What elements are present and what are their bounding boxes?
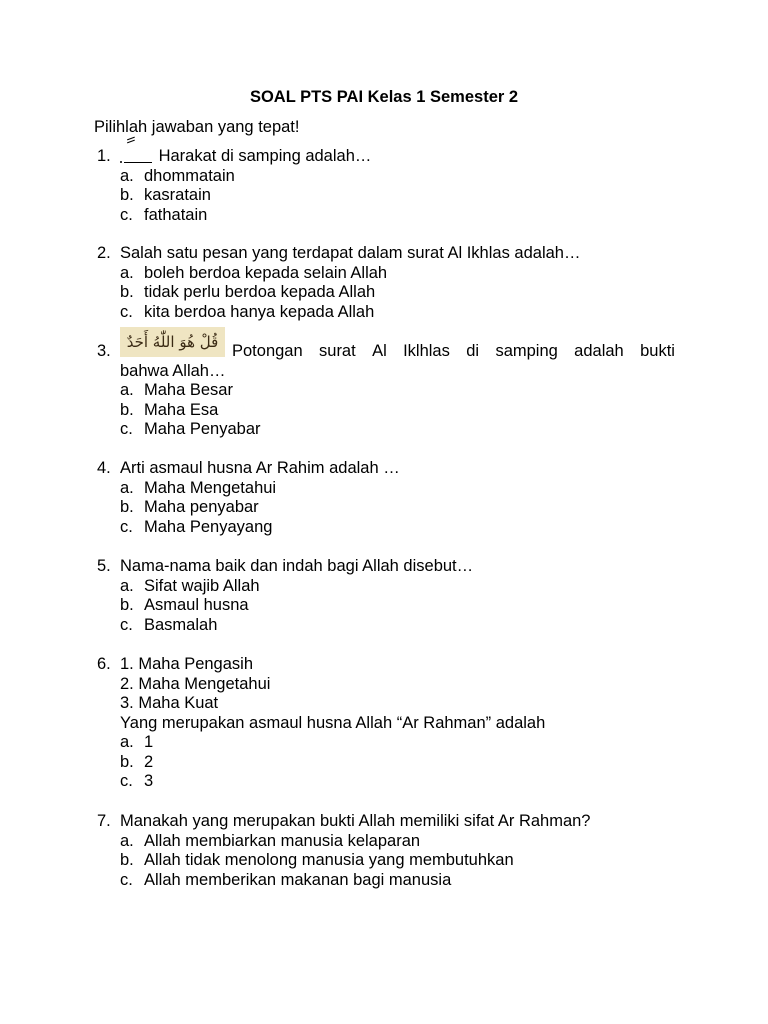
question-number: 6.: [97, 655, 111, 673]
option-c[interactable]: c. kita berdoa hanya kepada Allah: [120, 302, 375, 321]
question-text: Potongan surat Al Iklhlas di samping adalah bukti: [232, 342, 675, 360]
option-b[interactable]: b. Maha penyabar: [120, 498, 259, 516]
harakat-fathatain-icon: [120, 147, 154, 166]
question-3: [97, 333, 675, 440]
question-text: Yang merupakan asmaul husna Allah “Ar Rahman” adalah: [120, 713, 546, 732]
question-4: [97, 459, 675, 537]
option-b[interactable]: b. tidak perlu berdoa kepada Allah: [120, 283, 376, 301]
option-c[interactable]: c. Maha Penyabar: [120, 420, 261, 438]
option-b[interactable]: b. 2: [120, 752, 154, 771]
option-a[interactable]: a. dhommatain: [120, 166, 235, 185]
option-c[interactable]: c. Allah memberikan makanan bagi manusia: [120, 870, 452, 889]
statement-item: 3. Maha Kuat: [120, 694, 219, 712]
question-1: [97, 147, 675, 225]
option-b[interactable]: b. kasratain: [120, 186, 211, 204]
option-a[interactable]: a. boleh berdoa kepada selain Allah: [120, 263, 388, 282]
statement-item: 2. Maha Mengetahui: [120, 674, 271, 693]
option-a[interactable]: a. 1: [120, 733, 154, 751]
question-number: 3.: [97, 342, 111, 360]
question-number: 2.: [97, 244, 111, 262]
option-a[interactable]: a. Maha Mengetahui: [120, 478, 277, 497]
question-number: 4.: [97, 459, 111, 477]
question-text: Salah satu pesan yang terdapat dalam surat Al Ikhlas adalah…: [120, 244, 581, 262]
option-c[interactable]: c. fathatain: [120, 205, 208, 224]
question-7: [97, 812, 675, 890]
question-5: [97, 557, 675, 635]
option-c[interactable]: c. Basmalah: [120, 615, 218, 634]
arabic-verse-image: قُلْ هُوَ اللّٰهُ أَحَدٌ: [120, 327, 225, 357]
option-b[interactable]: b. Asmaul husna: [120, 596, 249, 614]
question-text: Manakah yang merupakan bukti Allah memiliki sifat Ar Rahman?: [120, 812, 591, 830]
question-number: 5.: [97, 557, 111, 575]
option-c[interactable]: c. Maha Penyayang: [120, 517, 273, 536]
question-text: Nama-nama baik dan indah bagi Allah disebut…: [120, 557, 474, 575]
statement-item: 1. Maha Pengasih: [120, 655, 254, 673]
question-6: [97, 655, 675, 792]
option-a[interactable]: a. Allah membiarkan manusia kelaparan: [120, 831, 421, 850]
option-b[interactable]: b. Allah tidak menolong manusia yang membutuhkan: [120, 851, 514, 869]
question-number: 1.: [97, 147, 111, 165]
page-title: SOAL PTS PAI Kelas 1 Semester 2: [249, 88, 519, 106]
question-number: 7.: [97, 812, 111, 830]
question-text: Arti asmaul husna Ar Rahim adalah …: [120, 459, 400, 477]
question-text: Harakat di samping adalah…: [158, 147, 372, 165]
option-a[interactable]: a. Maha Besar: [120, 381, 233, 399]
option-a[interactable]: a. Sifat wajib Allah: [120, 576, 260, 595]
instruction-text: Pilihlah jawaban yang tepat!: [94, 118, 300, 136]
question-2: [97, 244, 675, 322]
question-text-continued: bahwa Allah…: [120, 361, 226, 380]
option-b[interactable]: b. Maha Esa: [120, 400, 219, 419]
option-c[interactable]: c. 3: [120, 772, 154, 790]
